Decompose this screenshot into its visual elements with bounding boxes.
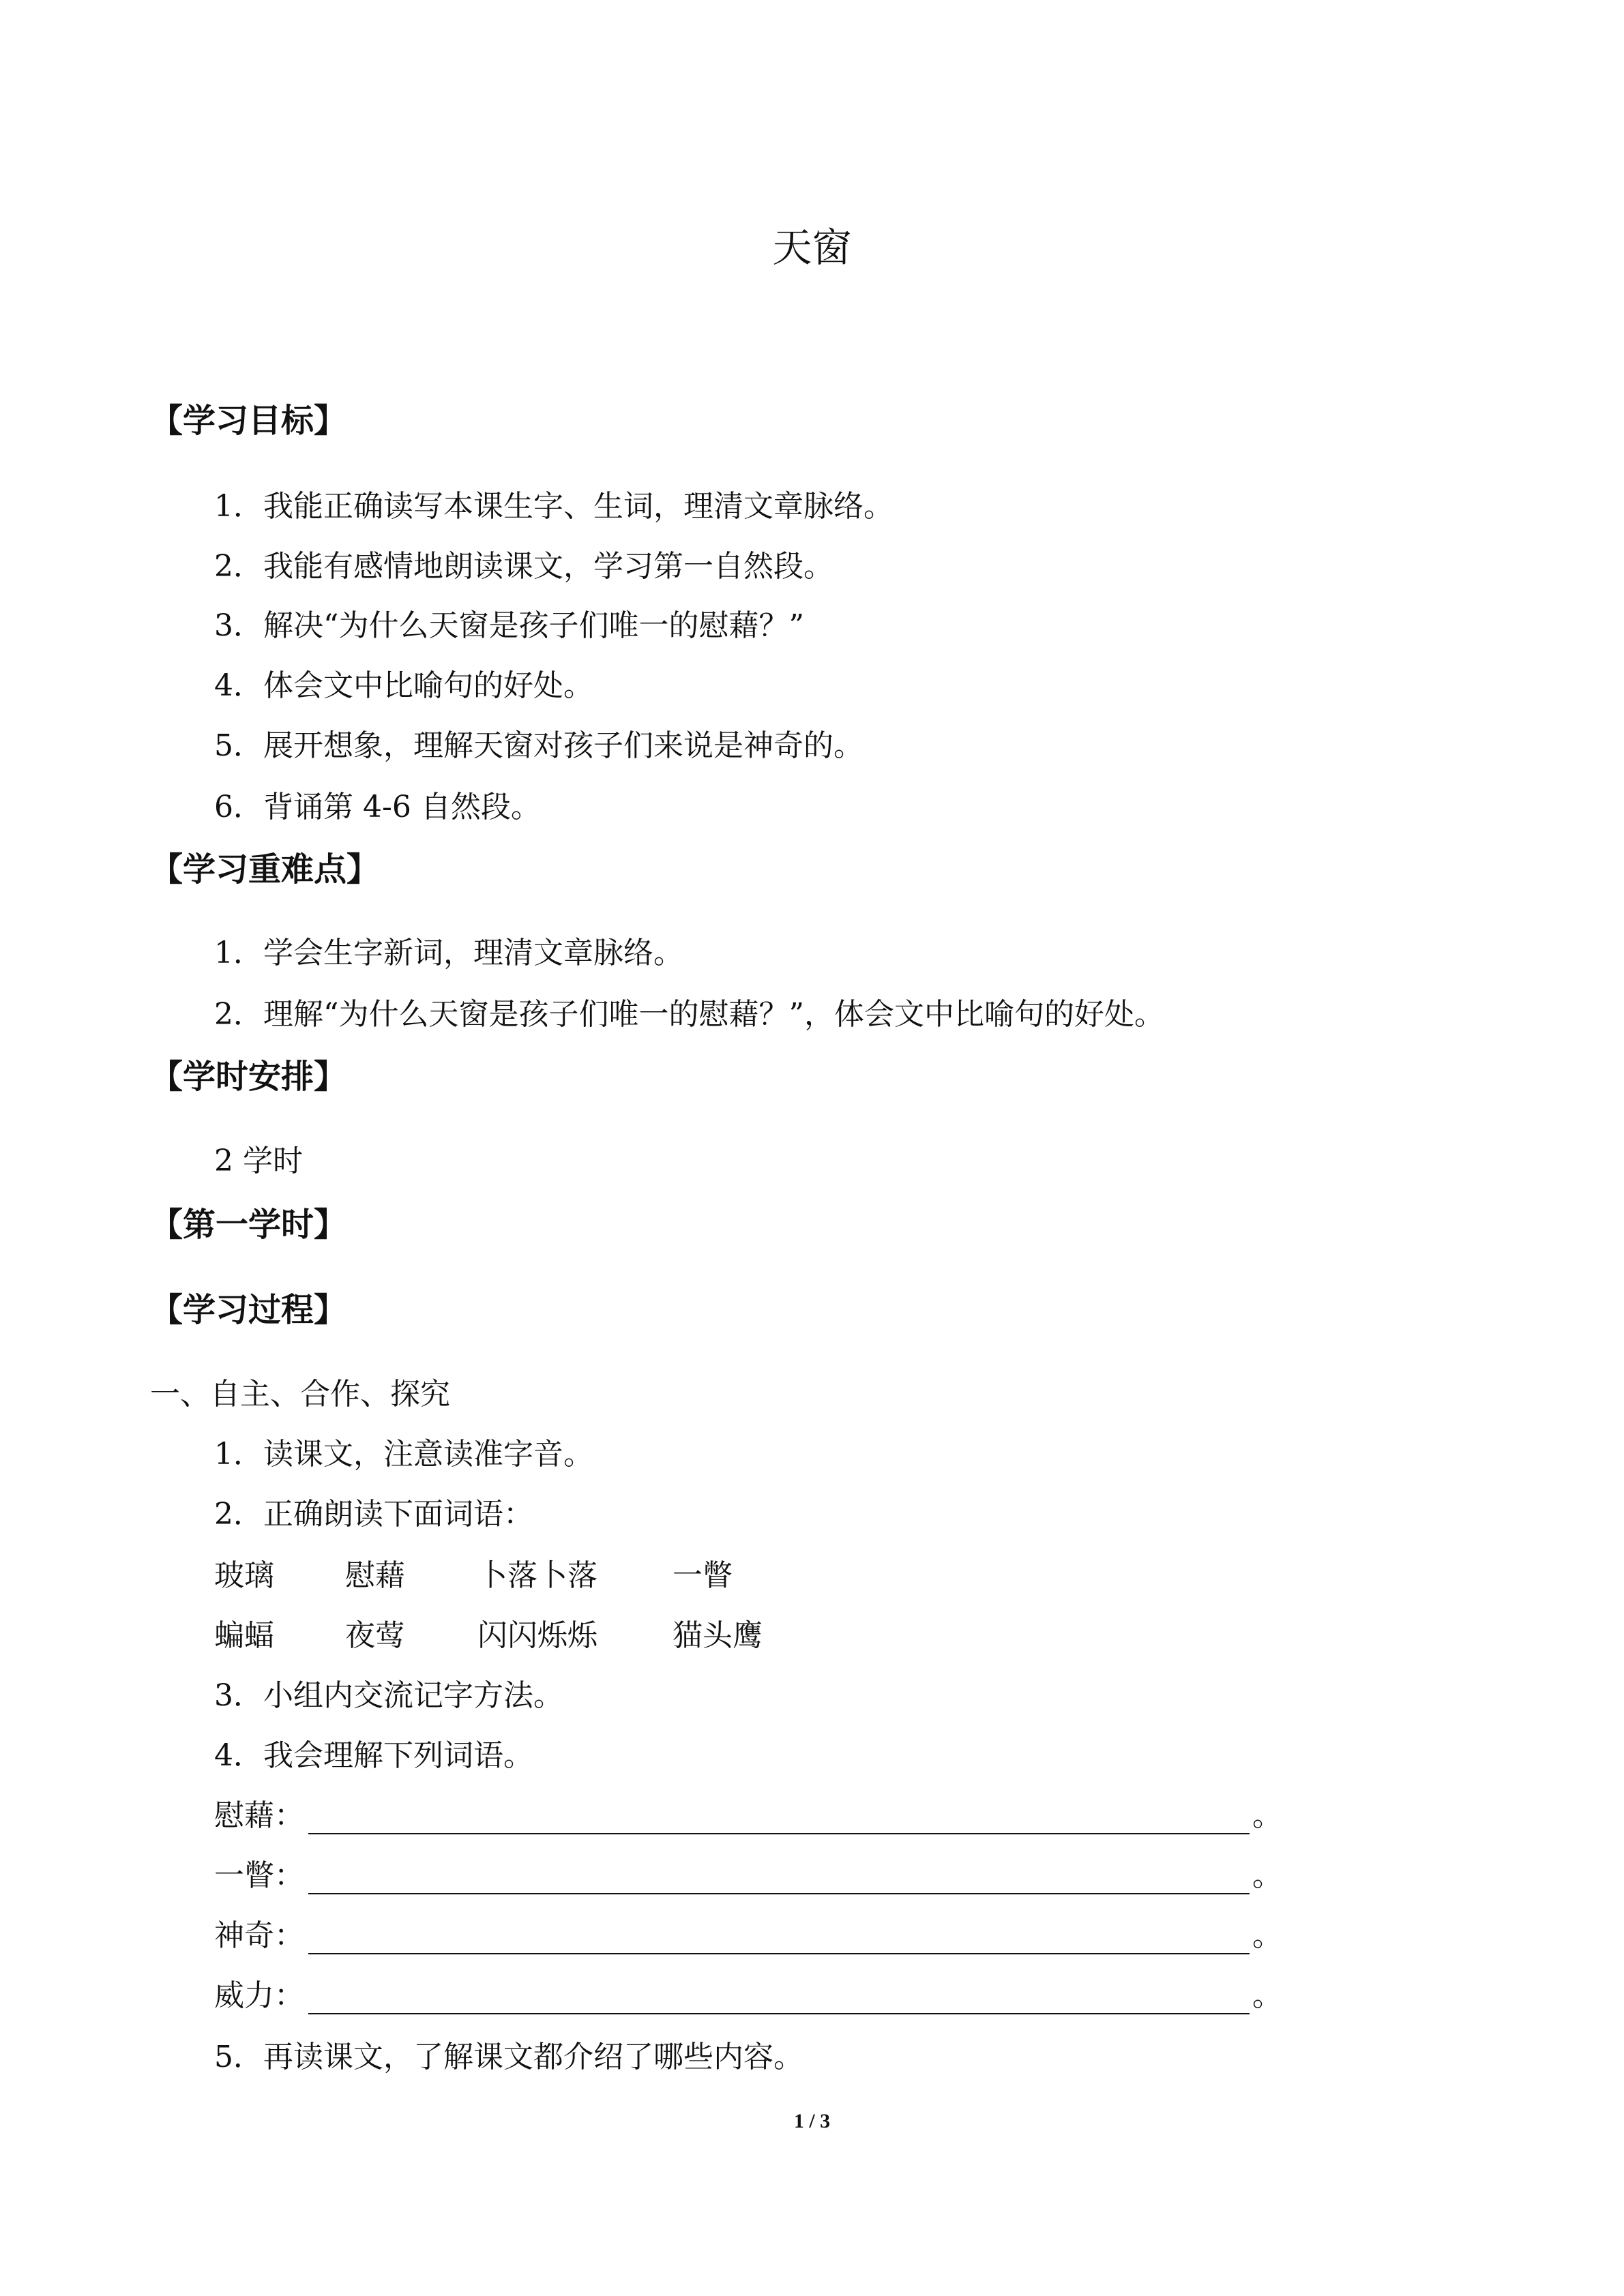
fill-term-label: 一瞥： [214, 1858, 304, 1893]
fill-in-row [214, 1791, 1282, 1834]
goal-item: 3．解决“为什么天窗是孩子们唯一的慰藉？” [214, 608, 804, 643]
step-4: 4．我会理解下列词语。 [214, 1738, 533, 1773]
fill-term-label: 威力： [214, 1978, 304, 2013]
fill-term-end: 。 [1252, 1918, 1282, 1953]
fill-in-row [214, 1911, 1282, 1954]
goal-item: 6．背诵第 4-6 自然段。 [214, 790, 541, 824]
fill-in-row [214, 1971, 1282, 2014]
key-points-heading: 【学习重难点】 [150, 850, 380, 889]
vocab-word: 卜落卜落 [477, 1558, 597, 1593]
page-title: 天窗 [772, 224, 852, 271]
step-3: 3．小组内交流记字方法。 [214, 1678, 563, 1713]
fill-term-label: 慰藉： [214, 1798, 304, 1833]
goal-item: 1．我能正确读写本课生字、生词，理清文章脉络。 [214, 489, 894, 524]
schedule-text: 2 学时 [214, 1144, 303, 1178]
part-one-title: 一、自主、合作、探究 [150, 1377, 450, 1412]
vocab-word: 一瞥 [673, 1558, 733, 1593]
first-period-heading: 【第一学时】 [150, 1206, 347, 1244]
fill-term-end: 。 [1252, 1798, 1282, 1833]
goal-item: 4．体会文中比喻句的好处。 [214, 668, 593, 703]
vocab-word: 猫头鹰 [673, 1618, 763, 1653]
process-heading: 【学习过程】 [150, 1291, 347, 1329]
schedule-heading: 【学时安排】 [150, 1058, 347, 1096]
vocab-word: 慰藉 [345, 1558, 405, 1593]
answer-blank[interactable] [308, 1986, 1250, 2014]
answer-blank[interactable] [308, 1926, 1250, 1954]
vocab-word: 玻璃 [214, 1558, 274, 1593]
step-2: 2．正确朗读下面词语： [214, 1497, 533, 1532]
goal-item: 2．我能有感情地朗读课文，学习第一自然段。 [214, 549, 833, 584]
fill-term-label: 神奇： [214, 1918, 304, 1953]
step-1: 1．读课文，注意读准字音。 [214, 1437, 593, 1472]
goals-heading: 【学习目标】 [150, 402, 347, 440]
goal-item: 5．展开想象，理解天窗对孩子们来说是神奇的。 [214, 728, 863, 763]
vocab-word: 蝙蝠 [214, 1618, 274, 1653]
step-5: 5．再读课文，了解课文都介绍了哪些内容。 [214, 2040, 803, 2074]
fill-term-end: 。 [1252, 1978, 1282, 2013]
fill-in-row [214, 1851, 1282, 1894]
vocab-word: 闪闪烁烁 [477, 1618, 597, 1653]
key-point-item: 2．理解“为什么天窗是孩子们唯一的慰藉？”，体会文中比喻句的好处。 [214, 997, 1164, 1032]
page-number: 1 / 3 [793, 2110, 831, 2132]
vocab-word: 夜莺 [345, 1618, 405, 1653]
key-point-item: 1．学会生字新词，理清文章脉络。 [214, 936, 683, 970]
answer-blank[interactable] [308, 1806, 1250, 1834]
fill-term-end: 。 [1252, 1858, 1282, 1893]
answer-blank[interactable] [308, 1866, 1250, 1894]
